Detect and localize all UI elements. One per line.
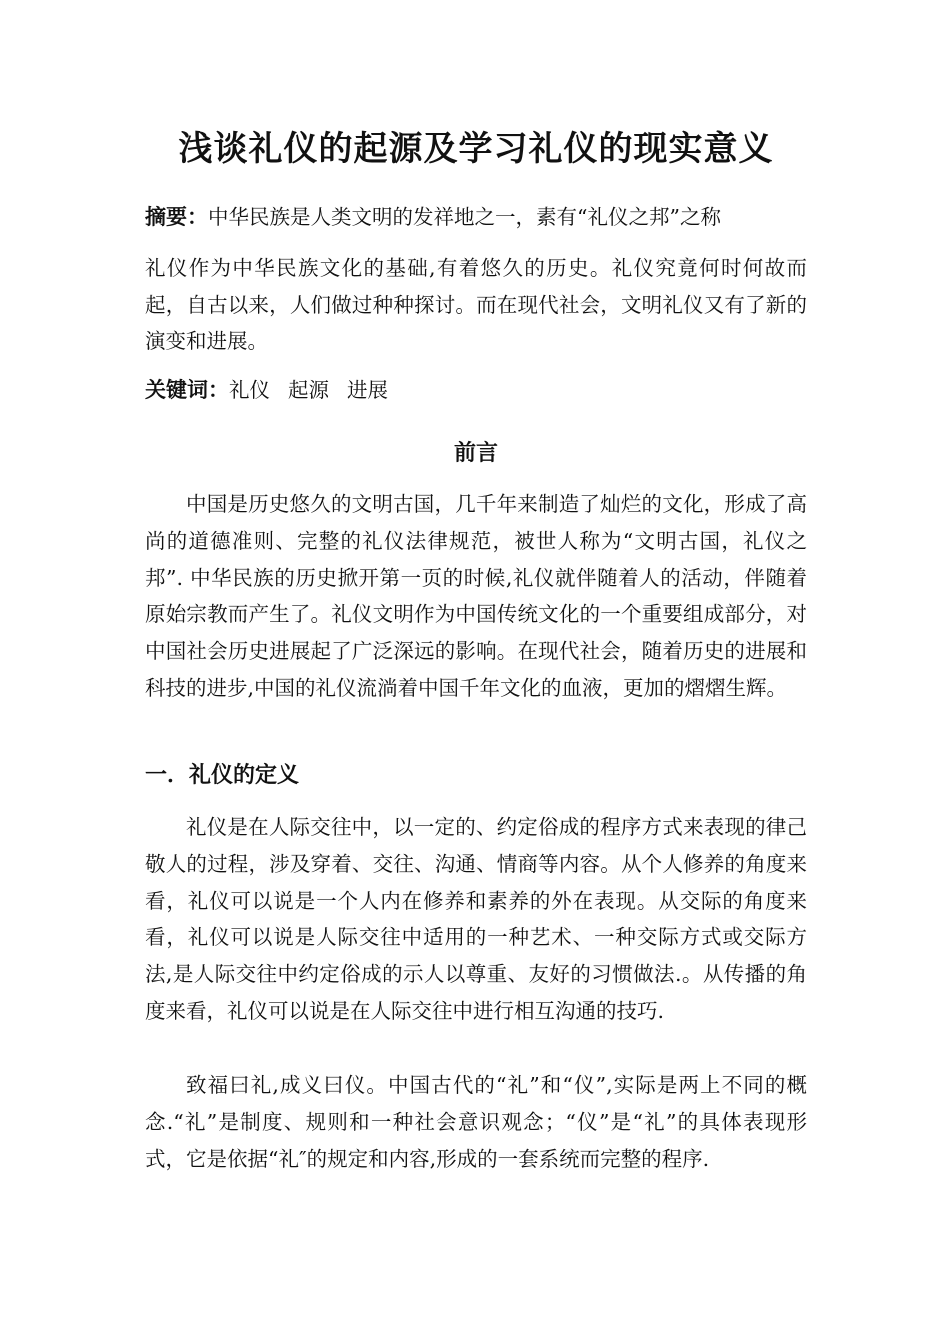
keywords-label: 关键词：	[145, 378, 229, 402]
keywords-line	[145, 372, 807, 409]
abstract-text: 礼仪作为中华民族文化的基础,有着悠久的历史。礼仪究竟何时何故而起，自古以来，人们做过种种探讨。而在现代社会，文明礼仪又有了新的演变和进展。	[145, 255, 807, 354]
keyword-item: 礼仪	[229, 378, 270, 402]
preface-heading: 前言	[453, 441, 498, 466]
document-title: 浅谈礼仪的起源及学习礼仪的现实意义	[178, 129, 774, 169]
abstract-first-line	[145, 199, 807, 236]
abstract-first-text: 中华民族是人类文明的发祥地之一，素有“礼仪之邦”之称	[208, 205, 721, 229]
abstract-block	[145, 199, 807, 360]
keyword-item: 起源	[288, 378, 329, 402]
abstract-label: 摘要：	[145, 205, 208, 229]
section-heading-definition: 一．礼仪的定义	[145, 763, 300, 788]
keyword-item: 进展	[347, 378, 388, 402]
preface-paragraph: 中国是历史悠久的文明古国，几千年来制造了灿烂的文化，形成了高尚的道德准则、完整的礼仪法律规范，被世人称为“文明古国，礼仪之邦”. 中华民族的历史掀开第一页的时候,礼仪就伴随着人的活动，伴随着原始宗教而产生了。礼仪文明作为中国传统文化的一个重要组成部分，对中国社会历史进展起了广泛深远的影响。在现代社会，随着历史的进展和科技的进步,中国的礼仪流淌着中国千年文化的血液，更加的熠熠生辉。	[145, 492, 807, 700]
definition-paragraph: 礼仪是在人际交往中，以一定的、约定俗成的程序方式来表现的律己敬人的过程，涉及穿着、交往、沟通、情商等内容。从个人修养的角度来看，礼仪可以说是一个人内在修养和素养的外在表现。从交际的角度来看，礼仪可以说是人际交往中适用的一种艺术、一种交际方式或交际方法,是人际交往中约定俗成的示人以尊重、友好的习惯做法.。从传播的角度来看，礼仪可以说是在人际交往中进行相互沟通的技巧.	[145, 815, 807, 1023]
definition-paragraph: 致福曰礼,成义曰仪。中国古代的“礼”和“仪”,实际是两上不同的概念.“礼”是制度、规则和一种社会意识观念；“仪”是“礼”的具体表现形式，它是依据“礼″的规定和内容,形成的一套系统而完整的程序.	[145, 1073, 807, 1171]
